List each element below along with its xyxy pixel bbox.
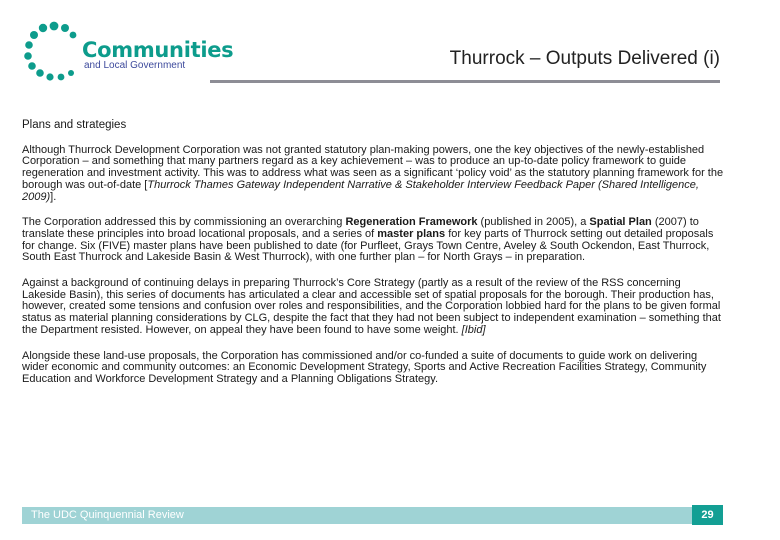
title-divider (210, 80, 720, 83)
citation: [Ibid] (461, 323, 486, 336)
communities-logo (22, 20, 234, 86)
page-number: 29 (692, 505, 723, 525)
footer-text: The UDC Quinquennial Review (31, 509, 184, 521)
term-regeneration-framework: Regeneration Framework (345, 216, 478, 229)
citation: Thurrock Thames Gateway Independent Narrative & Stakeholder Interview Feedback Paper (Shared Intelligence, 2009) (22, 178, 699, 203)
paragraph-strategies (22, 351, 726, 386)
logo-dots-icon (22, 20, 82, 86)
paragraph-text: Alongside these land-use proposals, the Corporation has commissioned and/or co-funded a suite of documents to guide work on delivering wider economic and community outcomes: an Economic Development Strategy, Sports and Active Recreation Facilities Strategy, Community Education and Workforce Development Strategy and a Planning Obligations Strategy. (22, 349, 707, 385)
slide-body (22, 120, 726, 400)
paragraph-text: Although Thurrock Development Corporation was not granted statutory plan-making powers, one the key objectives of the newly-established Corporation – and something that many partners regard as a key achievement – was to produce an up-to-date policy framework to guide regeneration and investment activity. This was to address what was seen as a significant ‘policy void’ as the statutory planning framework for the borough was out-of-date [ (22, 143, 724, 191)
term-spatial-plan: Spatial Plan (589, 216, 652, 229)
paragraph-text: (2007) to translate these principles into broad locational proposals, and a series of (22, 216, 699, 240)
logo-wordmark: Communities (82, 38, 234, 62)
paragraph-text: (published in 2005), a (477, 216, 590, 229)
citation-close: ]. (50, 190, 57, 203)
paragraph-core-strategy (22, 278, 726, 337)
term-master-plans: master plans (377, 227, 446, 240)
paragraph-policy-void (22, 145, 726, 204)
footer-bar (22, 507, 692, 524)
logo-tagline: and Local Government (84, 60, 186, 71)
paragraph-text: The Corporation addressed this by commissioning an overarching (22, 216, 346, 229)
paragraph-text: Against a background of continuing delays in preparing Thurrock’s Core Strategy (partly as a result of the review of the RSS concerning Lakeside Basin), this series of documents has articulated a clear and accessible set of spatial proposals for the borough. Their production has, however, created some tensions and confusion over roles and responsibilities, and the Corporation lobbied hard for the plans to be given formal status as material planning considerations by CLG, despite the fact that they had not been subject to independent examination – something that the Department resisted. However, on appeal they have been found to have some weight. (22, 277, 721, 336)
section-heading: Plans and strategies (22, 119, 127, 131)
paragraph-text: for key parts of Thurrock setting out detailed proposals for change. Six (FIVE) master plans have been published to date (for Purfleet, Grays Town Centre, Aveley & South Ockendon, East Thurrock, South East Thurrock and Lakeside Basin & West Thurrock), with one further plan – for North Grays – in preparation. (22, 227, 714, 264)
slide-title: Thurrock – Outputs Delivered (i) (449, 48, 720, 69)
paragraph-frameworks (22, 217, 726, 264)
